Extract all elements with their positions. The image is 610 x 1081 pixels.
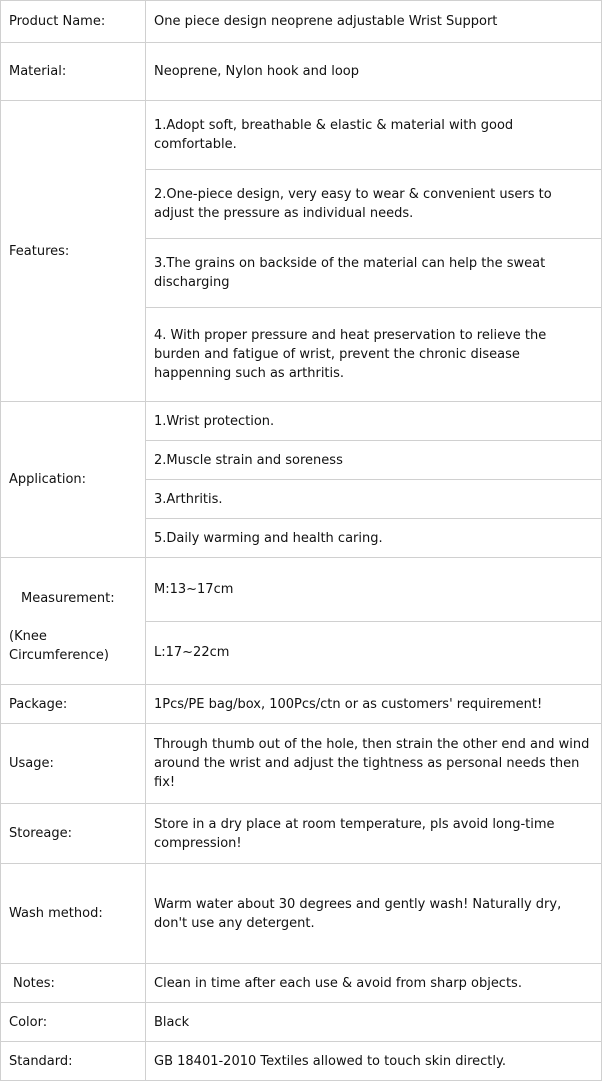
row-material bbox=[1, 43, 602, 101]
row-wash-method bbox=[1, 864, 602, 964]
notes-label: Notes: bbox=[1, 964, 146, 1003]
product-name-value: One piece design neoprene adjustable Wrist Support bbox=[146, 1, 602, 43]
row-color bbox=[1, 1003, 602, 1042]
color-label: Color: bbox=[1, 1003, 146, 1042]
standard-value: GB 18401-2010 Textiles allowed to touch skin directly. bbox=[146, 1042, 602, 1081]
usage-value: Through thumb out of the hole, then strain the other end and wind around the wrist and adjust the tightness as personal needs then fix! bbox=[146, 724, 602, 804]
standard-label: Standard: bbox=[1, 1042, 146, 1081]
row-features bbox=[1, 101, 602, 170]
row-product-name bbox=[1, 1, 602, 43]
notes-value: Clean in time after each use & avoid from sharp objects. bbox=[146, 964, 602, 1003]
material-label: Material: bbox=[1, 43, 146, 101]
storage-value: Store in a dry place at room temperature, pls avoid long-time compression! bbox=[146, 804, 602, 864]
color-value: Black bbox=[146, 1003, 602, 1042]
application-item: 2.Muscle strain and soreness bbox=[146, 441, 602, 480]
material-value: Neoprene, Nylon hook and loop bbox=[146, 43, 602, 101]
package-value: 1Pcs/PE bag/box, 100Pcs/ctn or as customers' requirement! bbox=[146, 685, 602, 724]
measurement-item: M:13~17cm bbox=[146, 558, 602, 622]
row-standard bbox=[1, 1042, 602, 1081]
wash-method-value: Warm water about 30 degrees and gently wash! Naturally dry, don't use any detergent. bbox=[146, 864, 602, 964]
application-item: 1.Wrist protection. bbox=[146, 402, 602, 441]
features-item: 1.Adopt soft, breathable & elastic & material with good comfortable. bbox=[146, 101, 602, 170]
features-item: 2.One-piece design, very easy to wear & convenient users to adjust the pressure as individual needs. bbox=[146, 170, 602, 239]
row-package bbox=[1, 685, 602, 724]
application-item: 3.Arthritis. bbox=[146, 480, 602, 519]
row-notes bbox=[1, 964, 602, 1003]
row-storage bbox=[1, 804, 602, 864]
package-label: Package: bbox=[1, 685, 146, 724]
row-application bbox=[1, 402, 602, 441]
row-measurement bbox=[1, 558, 602, 622]
wash-method-label: Wash method: bbox=[1, 864, 146, 964]
application-item: 5.Daily warming and health caring. bbox=[146, 519, 602, 558]
application-label: Application: bbox=[1, 402, 146, 558]
product-name-label: Product Name: bbox=[1, 1, 146, 43]
features-label: Features: bbox=[1, 101, 146, 402]
measurement-label-note: (Knee Circumference) bbox=[9, 629, 109, 663]
usage-label: Usage: bbox=[1, 724, 146, 804]
features-item: 3.The grains on backside of the material can help the sweat discharging bbox=[146, 239, 602, 308]
measurement-label-title: Measurement: bbox=[21, 591, 115, 606]
features-item: 4. With proper pressure and heat preservation to relieve the burden and fatigue of wrist, prevent the chronic disease happenning such as arthritis. bbox=[146, 308, 602, 402]
measurement-item: L:17~22cm bbox=[146, 621, 602, 685]
storage-label: Storeage: bbox=[1, 804, 146, 864]
row-usage bbox=[1, 724, 602, 804]
measurement-label bbox=[1, 558, 146, 685]
